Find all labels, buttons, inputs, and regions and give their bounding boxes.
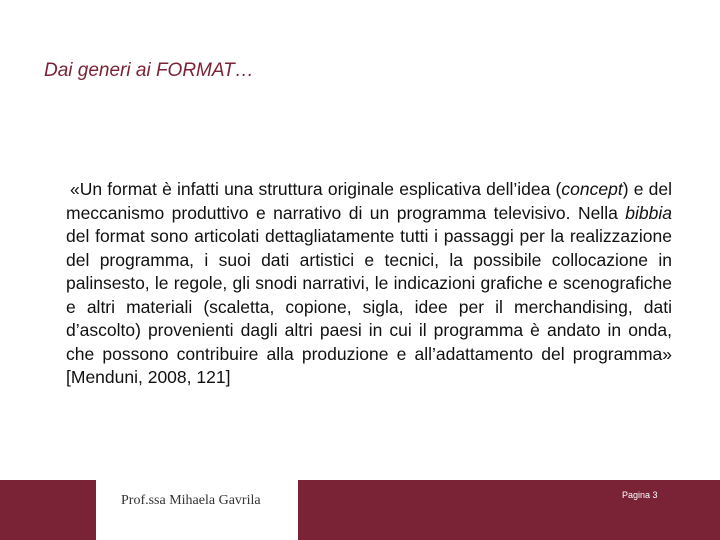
footer-bar <box>0 480 720 540</box>
quote-text-part-1: «Un format è infatti una struttura originale esplicativa dell’idea ( <box>70 179 562 199</box>
quote-text-part-2: ) e del meccanismo produttivo e narrativo di un programma televisivo. Nella <box>66 179 673 223</box>
footer-name-box <box>96 480 298 540</box>
quote-paragraph <box>66 178 672 390</box>
quote-text-part-3: del format sono articolati dettagliatamente tutti i passaggi per la realizzazione del programma, i suoi dati artistici e tecnici, la possibile collocazione in palinsesto, le regole, gli snodi narrativi, le indicazioni grafiche e scenografiche e altri materiali (scaletta, copione, sigla, idee per il merchandising, dati d’ascolto) provenienti dagli altri paesi in cui il programma è andato in onda, che possono contribuire alla produzione e all’adattamento del programma» [Menduni, 2008, 121] <box>66 226 672 387</box>
footer-left-block <box>0 480 96 540</box>
quote-term-concept: concept <box>561 179 623 199</box>
quote-term-bibbia: bibbia <box>625 202 672 223</box>
author-name: Prof.ssa Mihaela Gavrila <box>121 493 261 508</box>
page-number: Pagina 3 <box>622 490 658 500</box>
slide-title: Dai generi ai FORMAT… <box>44 60 254 81</box>
